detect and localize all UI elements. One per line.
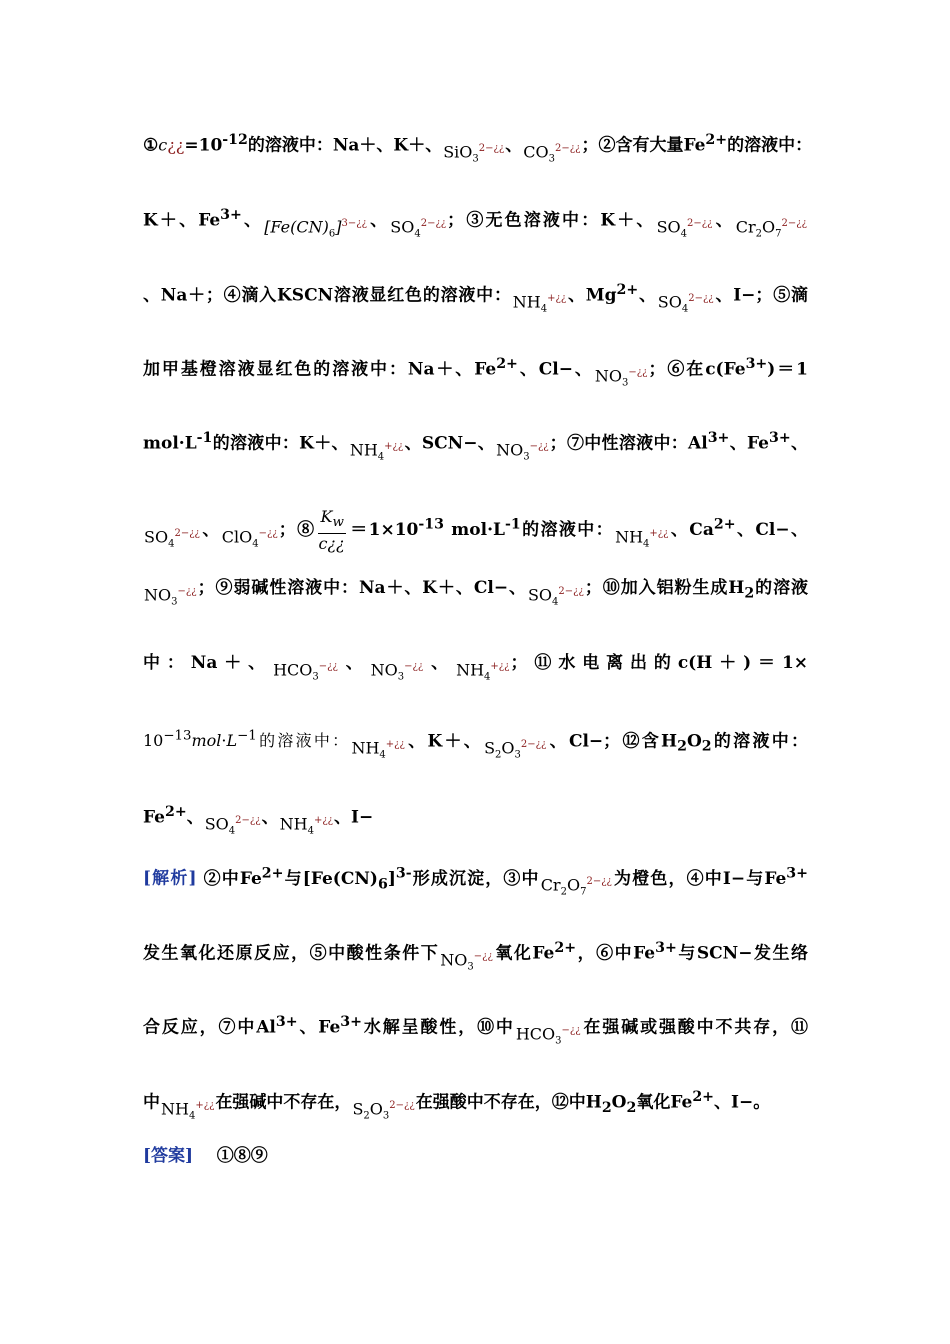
answer-value: ①⑧⑨ (216, 1146, 268, 1166)
analysis-line-3: 合反应，⑦中$Al^{3+}$、$Fe^{3+}$水解呈酸性，⑩中$HCO_3^{-¿¿}$在强碱或强酸中不共存，⑪ (143, 1014, 809, 1047)
question-line-9: $10^{-13}mol\cdot L^{-1}$的溶液中：$NH_4^{+¿¿}$、K＋、$S_2O_3^{2-¿¿}$、Cl−；⑫含$H_2O_2$的溶液中： (143, 729, 808, 761)
question-line-8: 中：Na＋、$HCO_3^{-¿¿}$、$NO_3^{-¿¿}$、$NH_4^{+¿¿}$；⑪水电离出的c(H＋)＝1× (143, 653, 809, 683)
question-line-6: $SO_4^{2-¿¿}$、ClO$_4$−¿¿；⑧ $\frac{K_w}{c¿¿}$ $=1\times 10^{-13}$ $mol\cdot L^{-1}$的溶液中：$NH_4^{+¿¿}$、$Ca^{2+}$、Cl−、 (144, 507, 809, 554)
question-line-7: $NO_3^{-¿¿}$；⑨弱碱性溶液中：Na＋、K＋、Cl−、$SO_4^{2-¿¿}$；⑩加入铝粉生成$H_2$的溶液 (144, 578, 809, 608)
question-line-1: $①c¿¿=10^{-12}$的溶液中：Na＋、K＋、SiO$_3^{2-¿¿}$、$CO_3^{2-¿¿}$；②含有大量$Fe^{2+}$的溶液中： (143, 132, 813, 165)
question-line-2: K＋、$Fe^{3+}$、$[Fe(CN)_6]^{3-¿¿}$、$SO_4^{2-¿¿}$；③无色溶液中：K＋、$SO_4^{2-¿¿}$、$Cr_2O_7^{2-¿¿}$ (143, 207, 808, 240)
analysis-text-1: ②中$Fe^{2+}$与$[Fe(CN)_6]^{3-}$形成沉淀，③中$Cr_2O_7^{2-¿¿}$为橙色，④中I−与$Fe^{3+}$ (203, 865, 809, 898)
question-line-5: $mol\cdot L^{-1}$的溶液中：K＋、$NH_4^{+¿¿}$、SCN−、$NO_3^{-¿¿}$；⑦中性溶液中：$Al^{3+}$、$Fe^{3+}$、 (143, 430, 808, 463)
question-line-3: 、Na＋；④滴入KSCN溶液显红色的溶液中：$NH_4^{+¿¿}$、$Mg^{2+}$、$SO_4^{2-¿¿}$、I−；⑤滴 (143, 282, 808, 315)
analysis-line-2: 发生氧化还原反应，⑤中酸性条件下$NO_3^{-¿¿}$氧化$Fe^{2+}$，⑥中$Fe^{3+}$与SCN−发生络 (143, 940, 809, 973)
answer-line (143, 1141, 808, 1171)
analysis-line-4: 中$NH_4^{+¿¿}$在强碱中不存在，$S_2O_3^{2-¿¿}$在强酸中不存在，⑫中$H_2O_2$氧化$Fe^{2+}$、I−。 (143, 1089, 771, 1122)
answer-label: [答案] (143, 1146, 194, 1166)
analysis-label: [解析] (143, 868, 197, 889)
question-line-4: 加甲基橙溶液显红色的溶液中：Na＋、$Fe^{2+}$、Cl−、$NO_3^{-¿¿}$；⑥在$c(Fe^{3+})=1$ (143, 356, 808, 389)
analysis-line-1 (143, 858, 808, 908)
question-line-10: $Fe^{2+}$、$SO_4^{2-¿¿}$、$NH_4^{+¿¿}$、I− (143, 804, 374, 837)
